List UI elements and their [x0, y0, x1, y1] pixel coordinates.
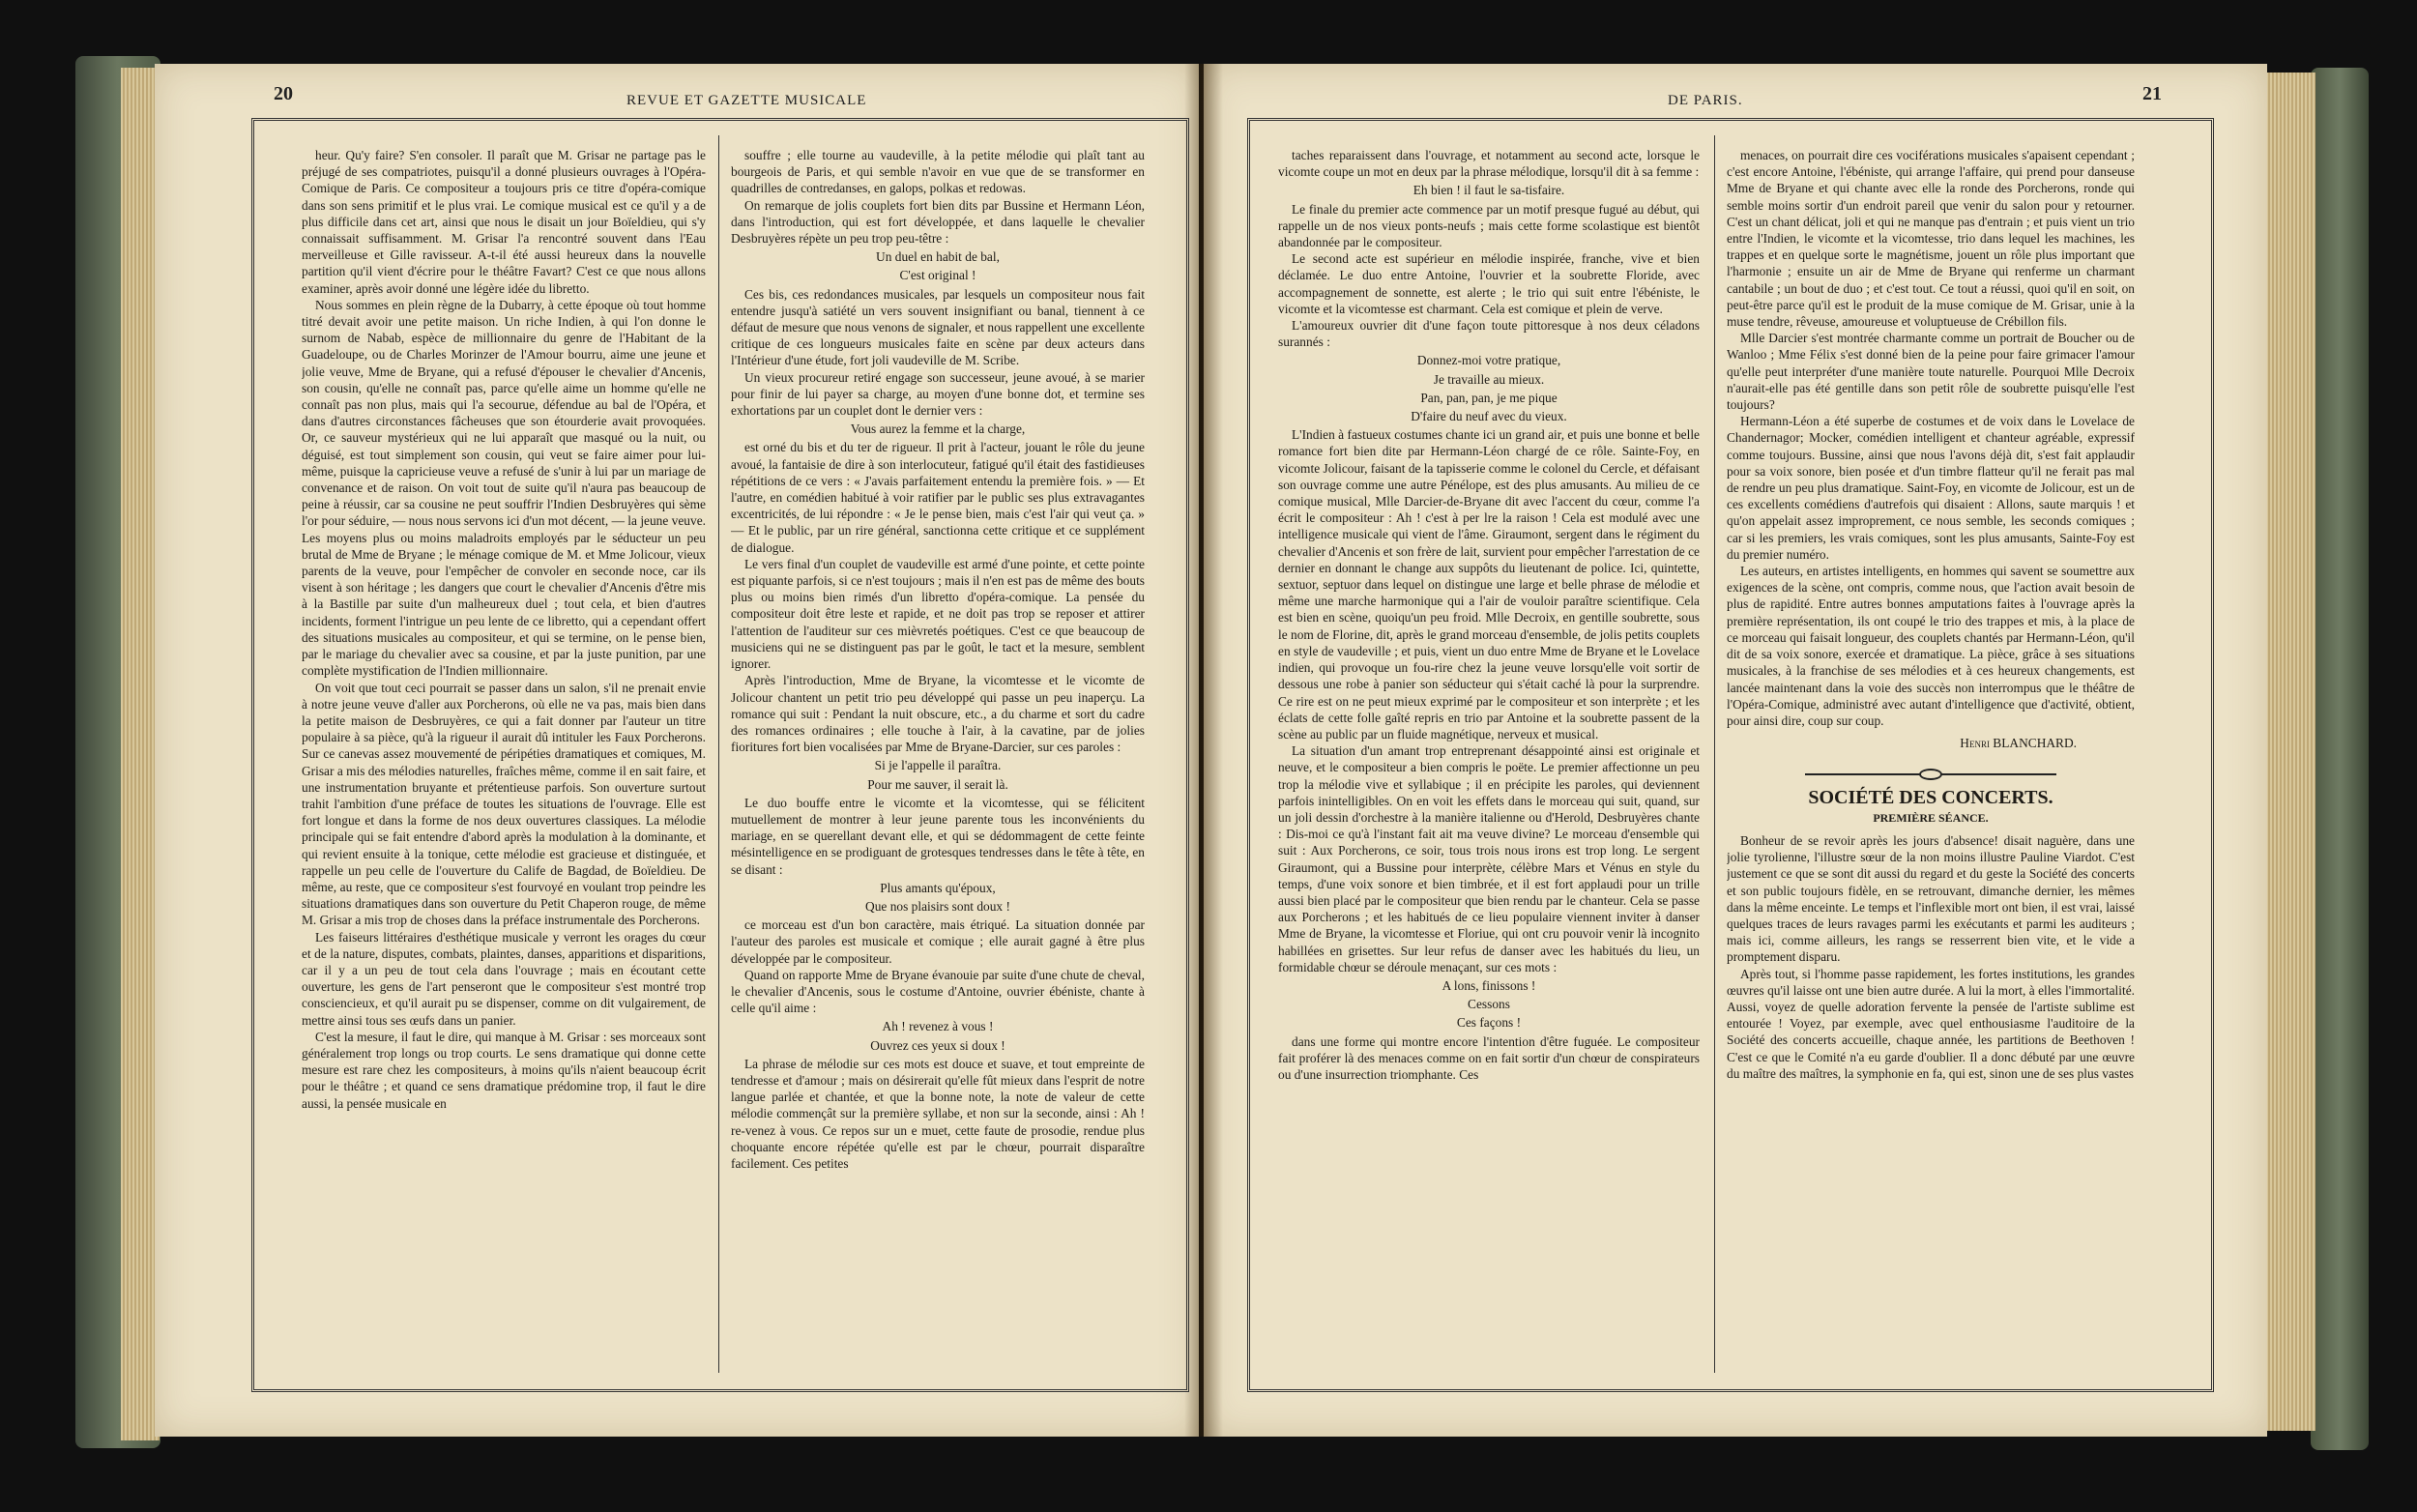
verse-line: Ouvrez ces yeux si doux !: [870, 1037, 1005, 1053]
verse-line: Si je l'appelle il paraîtra.: [874, 758, 1002, 773]
paragraph: Mlle Darcier s'est montrée charmante comme un portrait de Boucher ou de Wanloo ; Mme Félix s'est donné bien de la peine pour faire grimacer l'amour qu'elle peut interpréter d'une manière toute naturelle. Pourquoi Mlle Decroix n'aurait-elle pas été gentille dans son petit rôle de soubrette puisqu'elle l'est toujours?: [1727, 331, 2135, 413]
verse-line: Que nos plaisirs sont doux !: [865, 898, 1010, 914]
paragraph: Après l'introduction, Mme de Bryane, la vicomtesse et le vicomte de Jolicour chantent un petit trio peu développé qui passe un peu inaperçu. La romance qui suit : Pendant la nuit obscure, etc., a du charme et sort du cadre des romances ordinaires ; elle touche à l'air, à la cavatine, par de jolies fioritures fort bien vocalisées par Mme de Bryane-Darcier, sur ces paroles :: [731, 673, 1145, 755]
running-head-left: REVUE ET GAZETTE MUSICALE: [626, 93, 867, 108]
paragraph: Nous sommes en plein règne de la Dubarry, à cette époque où tout homme titré devait avoir une petite maison. Un riche Indien, à qui l'on donne le surnom de Nabab, espèce de millionnaire du genre de l'Habitant de la Guadeloupe, ou de Charles Morinzer de l'Amour bourru, aime une jeune et jolie veuve, Mme de Bryane, qui a refusé d'épouser le chevalier d'Ancenis, son cousin, qu'elle ne connaît pas, parce qu'elle aime un homme qu'elle ne connaît pas non plus, mais qui l'a secourue, défendue au bal de l'Opéra, et dans d'autres circonstances fâcheuses que son étourderie avait provoquées. Or, ce sauveur mystérieux qui ne lui apparaît que masqué ou la nuit, ou déguisé, est tout simplement son cousin, qui veut se faire aimer pour lui-même, puisque la capricieuse veuve a refusé de s'unir à lui par un mariage de convenance et de raison. On voit tout de suite qu'il n'aura pas beaucoup de peine à réussir, car sa cousine ne peut souffrir l'Indien Desbruyères qui sème l'or pour séduire, — nous nous servons ici d'un mot décent, — la jeune veuve. Les moyens plus ou moins maladroits employés par le séducteur un peu brutal de Mme de Bryane ; le ménage comique de M. et Mme Jolicour, vieux parents de la veuve, pour l'empêcher de convoler en seconde noce, car ils visent à son héritage ; les dangers que court le chevalier d'Ancenis d'être mis à la Bastille par suite d'un malheureux duel ; tout cela, et bien d'autres incidents, forment l'intrigue un peu lente de ce libretto, qui a cependant offert des situations musicales au compositeur, et qui se termine, on le pense bien, par le mariage du chevalier avec sa cousine, et par la juste punition, par une complète mystification de l'Indien millionnaire.: [302, 297, 706, 679]
paragraph: Après tout, si l'homme passe rapidement, les fortes institutions, les grandes œuvres qu'il laisse ont une bien autre durée. A lui la mort, à elles l'immortalité. Aussi, voyez de quelle adoration fervente la pensée de l'artiste sublime est entourée ! Voyez, par exemple, avec quel enthousiasme l'auditoire de la Société des concerts accueille, chaque année, les partitions de Beethoven ! C'est ce que le Comité n'a eu garde d'oublier. Il a donc débuté par une œuvre du maître des maîtres, la symphonie en fa, qui est, sinon une de ses plus vastes: [1727, 966, 2135, 1081]
verse-line: Pan, pan, pan, je me pique: [1420, 390, 1558, 405]
column-1: [302, 147, 706, 1373]
paragraph: Quand on rapporte Mme de Bryane évanouie par suite d'une chute de cheval, le chevalier d'Ancenis, sous le costume d'Antoine, ouvrier ébéniste, chante à celle qu'il aime :: [731, 967, 1145, 1016]
verse-line: Plus amants qu'époux,: [880, 880, 996, 895]
verse-line: Donnez-moi votre pratique,: [1416, 353, 1561, 368]
page-edges-right: [2262, 73, 2315, 1431]
paragraph: Le duo bouffe entre le vicomte et la vicomtesse, qui se félicitent mutuellement de montrer à leur jeune parente tous les inconvénients du mariage, en se querellant devant elle, et qui se dédommagent de cette feinte mésintelligence en se prodiguant de grotesques tendresses dans le tête à tête, en se disant :: [731, 795, 1145, 877]
verse-line: Cessons: [1468, 997, 1510, 1012]
paragraph: heur. Qu'y faire? S'en consoler. Il paraît que M. Grisar ne partage pas le préjugé de ses compatriotes, puisqu'il a donné plusieurs ouvrages à l'Opéra-Comique de Paris. Ce compositeur a toujours pris ce titre d'opéra-comique dans son sens primitif et le plus vrai. Le comique musical est ce qu'il y a de plus difficile dans cet art, ainsi que nous le disait un jour Boïeldieu, qui s'y connaissait suffisamment. M. Grisar l'a rencontré souvent dans l'Eau merveilleuse et Gille ravisseur. A-t-il été aussi heureux dans la nouvelle partition qu'il vient d'écrire pour le théâtre Favart? C'est ce que nous allons examiner, après avoir donné une légère idée du libretto.: [302, 148, 706, 296]
paragraph: Les auteurs, en artistes intelligents, en hommes qui savent se soumettre aux exigences de la scène, ont compris, comme nous, que l'action avait besoin de plus de rapidité. Entre autres bonnes amputations faites à l'ouvrage après la première représentation, ils ont coupé le trio des trappes et mis, à la place de ce morceau qui faisait longueur, des couplets chantés par Hermann-Léon, qu'il dit de sa voix sonore, exercée et dramatique. La pièce, grâce à ses situations musicales, à la franchise de ses mélodies et à ces heureux changements, est lancée maintenant dans la voie des succès non interrompus que le théâtre de l'Opéra-Comique, administré avec autant d'intelligence que d'activité, obtient, pour ainsi dire, coup sur coup.: [1727, 564, 2135, 728]
paragraph: Le finale du premier acte commence par un motif presque fugué au début, qui rappelle un de nos vieux ponts-neufs ; mais cette forme scolastique est bientôt abandonnée par le compositeur.: [1278, 201, 1700, 250]
paragraph: On voit que tout ceci pourrait se passer dans un salon, s'il ne prenait envie à notre jeune veuve d'aller aux Porcherons, où elle ne va pas, mais bien dans la petite maison de Desbruyères, ce qui a fait donner par l'auteur un titre populaire à sa pièce, qu'à la rigueur il aurait dû intituler les Faux Porcherons. Sur ce canevas assez mouvementé de péripéties dramatiques et comiques, M. Grisar a mis des mélodies naturelles, fraîches même, comme il en sait faire, et une instrumentation bruyante et prétentieuse parfois. Son ouverture surtout trahit l'ambition d'une préface de toutes les situations de l'ouvrage. Elle est fort longue et dans la forme de nos deux ouvertures classiques. La mélodie principale qui se fait entendre d'abord après la modulation à la dominante, et qui revient ensuite à la tonique, cette mélodie est gracieuse et distinguée, et rappelle un peu celle de l'ouverture du Calife de Bagdad, de Boïeldieu. De même, au reste, que ce compositeur s'est fourvoyé en voulant trop peindre les situations dramatiques dans son ouverture du Petit Chaperon rouge, de même M. Grisar a mis trop de choses dans la préface instrumentale des Porcherons.: [302, 680, 706, 928]
column-3: [1278, 147, 1700, 1373]
paragraph: Un vieux procureur retiré engage son successeur, jeune avoué, à se marier pour finir de lui payer sa charge, au moyen d'une bonne dot, et termine ses exhortations par un couplet dont le dernier vers :: [731, 369, 1145, 419]
book-cover-right: [2311, 68, 2369, 1450]
verse-line: Pour me sauver, il serait là.: [867, 776, 1008, 792]
page-number-right: 21: [2142, 83, 2162, 104]
column-2: [731, 147, 1145, 1373]
book-gutter: [1184, 64, 1223, 1437]
verse-line: A lons, finissons !: [1441, 977, 1536, 993]
paragraph: est orné du bis et du ter de rigueur. Il prit à l'acteur, jouant le rôle du jeune avoué, la fantaisie de dire à son interlocuteur, fatigué qu'il était des fastidieuses répétitions de ce vers : « J'avais parfaitement entendu la première fois. » — Et l'autre, en comédien habitué à voir ratifier par le public ses plus extravagantes excentricités, de lui répondre : « Je le pense bien, mais c'est l'air qui veut ça. » — Et le public, par un rire général, sanctionna cette critique et ce supplément de dialogue.: [731, 440, 1145, 555]
column-rule-right: [1714, 135, 1715, 1373]
page-number-left: 20: [274, 83, 293, 104]
paragraph: taches reparaissent dans l'ouvrage, et notamment au second acte, lorsque le vicomte coupe un mot en deux par la phrase mélodique, lorsqu'il dit à sa femme :: [1278, 148, 1700, 180]
paragraph: L'Indien à fastueux costumes chante ici un grand air, et puis une bonne et belle romance fort bien dite par Hermann-Léon chargé de ce rôle. Sainte-Foy, en vicomte Jolicour, faisant de la tapisserie comme le colonel du Cercle, et défaisant son ouvrage comme une autre Pénélope, est des plus amusants. Au milieu de ce comique musical, Mlle Darcier-de-Bryane dit avec l'accent du cœur, comme l'a écrit le compositeur : Ah ! c'est à per lre la raison ! Cela est modulé avec une intelligence musicale qui vient de l'âme. Giraumont, sergent dans le régiment du chevalier d'Ancenis et son frère de lait, survient pour empêcher l'arrestation de ce dernier en donnant le change aux suppôts du lieutenant de police. Ici, quintette, sextuor, septuor dans lequel on distingue une large et belle phrase de mélodie et même une marche harmonique qui a l'air de vouloir paraître scientifique. Cela est bien en scène, quoiqu'un peu froid. Mlle Decroix, en gentille soubrette, sous le nom de Florine, dit, après le grand morceau d'ensemble, de jolis petits couplets en style de vaudeville ; et puis, vient un duo entre Mme de Bryane et le Lovelace indien, qui provoque un fou-rire chez la jeune veuve lorsqu'elle voit sortir de dessous une robe à panier son séducteur qui s'était caché là pour la surprendre. Ce rire est on ne peut mieux exprimé par le compositeur et son interprète ; et les éclats de cette folle gaîté repris en trio par Antoine et la soubrette passent de la scène au public par un fluide magnétique, nerveux et musical.: [1278, 427, 1700, 741]
paragraph: C'est la mesure, il faut le dire, qui manque à M. Grisar : ses morceaux sont généralement trop longs ou trop courts. Le sens dramatique qui donne cette mesure est rare chez les compositeurs, à moins qu'ils n'aient beaucoup écrit pour le théâtre ; et quand ce sens dramatique prédomine trop, il faut le dire aussi, la pensée musicale en: [302, 1029, 706, 1111]
paragraph: menaces, on pourrait dire ces vociférations musicales s'apaisent cependant ; c'est encore Antoine, l'ébéniste, qui arrange l'affaire, qui prend pour danseuse Mme de Bryane et qui chante avec elle la ronde des Porcherons, ronde qui semble moins sortir d'un endroit pareil que venir du salon pour y retourner. C'est un chant délicat, joli et qui ne manque pas d'entrain ; et puis vient un trio entre l'Indien, le vicomte et la vicomtesse, trio dans lequel les machines, les trappes et en quelque sorte le magnétisme, jouent un rôle plus important que l'harmonie ; ensuite un air de Mme de Bryane qui renferme un charmant cantabile ; un bout de duo ; et c'est tout. Ce tout a réussi, quoi qu'il en soit, on peut-être parce qu'il est le produit de la muse comique de M. Grisar, unie à la muse tendre, rêveuse, amoureuse et voluptueuse de Crébillon fils.: [1727, 148, 2135, 330]
paragraph: On remarque de jolis couplets fort bien dits par Bussine et Hermann Léon, dans l'introduction, qui est fort développée, et dans laquelle le chevalier Desbruyères répète un peu trop peu-têtre :: [731, 197, 1145, 247]
paragraph: Les faiseurs littéraires d'esthétique musicale y verront les orages du cœur et de la nature, disputes, combats, plaintes, danses, apparitions et disparitions, car il y a un peu de tout cela dans l'ouvrage ; mais en écoutant cette ouverture, les gens de l'art penseront que le compositeur s'est montré trop consciencieux, et qu'il aurait pu se dispenser, comme on dit vulgairement, de mettre ainsi tous ses œufs dans un panier.: [302, 929, 706, 1028]
paragraph: souffre ; elle tourne au vaudeville, à la petite mélodie qui plaît tant au bourgeois de Paris, et qui semble n'avoir en vue que de se transformer en quadrilles de contredanses, en galops, polkas et redowas.: [731, 148, 1145, 196]
verse-line: D'faire du neuf avec du vieux.: [1411, 409, 1567, 424]
column-rule-left: [718, 135, 719, 1373]
paragraph: La phrase de mélodie sur ces mots est douce et suave, et tout empreinte de tendresse et d'amour ; mais on désirerait qu'elle fût mieux dans l'esprit de notre langue parlée et chantée, et que la bonne note, la note de valeur de cette mélodie commençât sur la première syllabe, et non sur la seconde, ainsi : Ah ! re-venez à vous. Ce repos sur un e muet, cette faute de prosodie, rendue plus choquante encore répétée qu'elle est par le chœur, pourrait disparaître facilement. Ces petites: [731, 1056, 1145, 1171]
paragraph: Bonheur de se revoir après les jours d'absence! disait naguère, dans une jolie tyrolienne, l'illustre sœur de la non moins illustre Pauline Viardot. C'est justement ce que se sont dit aussi du regard et du geste la Société des concerts et son public toujours fidèle, en se retrouvant, dimanche dernier, les mêmes dans la même enceinte. Le temps et l'inflexible mort ont bien, il est vrai, laissé quelques traces de leurs ravages parmi les exécutants et parmi les auditeurs ; mais ici, comme ailleurs, les rangs se resserrent bien vite, et le vide a promptement disparu.: [1727, 832, 2135, 965]
section-title: SOCIÉTÉ DES CONCERTS.: [1808, 786, 2053, 808]
verse-line: C'est original !: [899, 268, 976, 283]
author-signature: Henri BLANCHARD.: [1960, 736, 2077, 751]
paragraph: L'amoureux ouvrier dit d'une façon toute pittoresque à nos deux céladons surannés :: [1278, 318, 1700, 350]
verse-line: Je travaille au mieux.: [1433, 371, 1545, 387]
paragraph: Le vers final d'un couplet de vaudeville est armé d'une pointe, et cette pointe est piquante parfois, si ce n'est toujours ; mais il n'en est pas de même des bouts plus ou moins bien rimés d'un libretto d'opéra-comique. La pensée du compositeur doit être leste et rapide, et ne doit pas trop se reposer et attirer l'attention de l'auditeur sur ces mièvretés poétiques. C'est ce que beaucoup de musiciens qui ne se distinguent pas par le goût, le tact et la mesure, semblent ignorer.: [731, 556, 1145, 672]
paragraph: dans une forme qui montre encore l'intention d'être fuguée. Le compositeur fait proférer là des menaces comme on en fait sortir d'un chœur de conspirateurs ou d'une insurrection triomphante. Ces: [1278, 1033, 1700, 1082]
verse-line: Ces façons !: [1456, 1015, 1522, 1031]
section-ornament: [1727, 765, 2135, 781]
column-4: [1727, 147, 2135, 1373]
paragraph: Ces bis, ces redondances musicales, par lesquels un compositeur nous fait entendre jusqu'à satiété un vers souvent insignifiant ou banal, tiennent à ce défaut de mesure que nous venons de signaler, et nous rappellent une excellente critique de ces longueurs musicales faite en scène par deux acteurs dans l'Intérieur d'une étude, fort joli vaudeville de M. Scribe.: [731, 286, 1145, 368]
paragraph: ce morceau est d'un bon caractère, mais étriqué. La situation donnée par l'auteur des paroles est musicale et comique ; elle aurait gagné à être plus développée par le compositeur.: [731, 917, 1145, 966]
paragraph: Hermann-Léon a été superbe de costumes et de voix dans le Lovelace de Chandernagor; Mocker, comédien intelligent et chanteur agréable, expressif comme toujours. Bussine, ainsi que nous l'avons déjà dit, s'est fait applaudir pour sa voix sonore, bien posée et d'un timbre flatteur qu'il ne ferait pas mal de rendre un peu plus dramatique. Saint-Foy, en vicomte de Jolicour, est un de ces excellents comédiens d'autrefois qui disaient : Allons, saute marquis ! et qu'on appelait assez improprement, ce nous semble, les seconds comiques ; car si les premiers, les vrais comiques, sont les plus amusants, Sainte-Foy est du premier numéro.: [1727, 414, 2135, 562]
paragraph: Le second acte est supérieur en mélodie inspirée, franche, vive et bien déclamée. Le duo entre Antoine, l'ouvrier et la soubrette Floride, avec accompagnement de sonnette, est alerte ; le trio qui suit entre l'ébéniste, le vicomte et la vicomtesse est charmant. Cela est comique et plein de verve.: [1278, 251, 1700, 316]
section-subtitle: PREMIÈRE SÉANCE.: [1873, 810, 1989, 825]
verse-line: Vous aurez la femme et la charge,: [850, 422, 1026, 437]
page-edges-left: [121, 68, 160, 1440]
paragraph: La situation d'un amant trop entreprenant désappointé ainsi est originale et neuve, et le compositeur a bien compris le poëte. Le premier affectionne un peu trop la mélodie vive et syllabique ; il en précipite les paroles, qui deviennent parfois inintelligibles. On en voit les effets dans le morceau qui suit, quand, sur un joli dessin d'orchestre à la manière italienne ou d'Herold, Desbruyères chante : Dis-moi ce qu'à l'instant fait ait ma veuve divine? Le morceau d'ensemble qui suit : Aux Porcherons, ce soir, tous trois nous irons est trop long. Le sergent Giraumont, qui a Bussine pour interprète, célèbre Mars et Vénus en style du temps, d'une voix sonore et bien timbrée, et il est fort applaudi pour un trille aussi bien placé par le compositeur que bien rendu par le chanteur. Cela se passe aux Porcherons ; et les habitués de ce lieu populaire viennent inviter à danser Mme de Bryane, la vicomtesse et Floriue, qui ont cru pouvoir venir là incognito habillées en grisettes. Sur leur refus de danser avec les habitués du lieu, un formidable chœur se déroule menaçant, sur ces mots :: [1278, 743, 1700, 974]
verse-line: Ah ! revenez à vous !: [882, 1019, 994, 1034]
verse-line: Un duel en habit de bal,: [876, 249, 1000, 265]
verse-line: Eh bien ! il faut le sa-tisfaire.: [1412, 183, 1565, 198]
running-head-right: DE PARIS.: [1668, 93, 1743, 108]
